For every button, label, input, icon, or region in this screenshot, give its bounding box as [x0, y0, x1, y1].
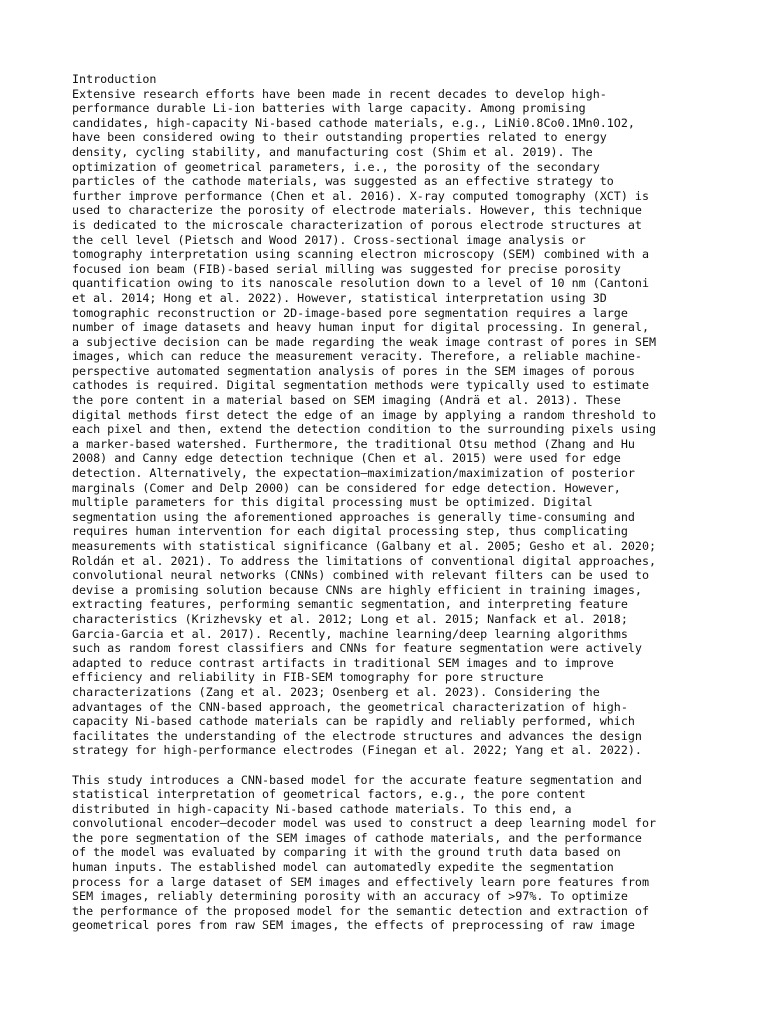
text-line: marginals (Comer and Delp 2000) can be considered for edge detection. However,	[72, 480, 621, 495]
text-line: measurements with statistical significance (Galbany et al. 2005; Gesho et al. 2020;	[72, 539, 657, 553]
text-line: requires human intervention for each digital processing step, thus complicating	[72, 524, 628, 539]
text-line: a subjective decision can be made regarding the weak image contrast of pores in SEM	[72, 334, 657, 349]
text-line: detection. Alternatively, the expectation–maximization/maximization of posterior	[72, 466, 635, 481]
text-line: SEM images, reliably determining porosity with an accuracy of >97%. To optimize	[72, 889, 628, 904]
text-line: have been considered owing to their outstanding properties related to energy	[72, 130, 607, 145]
text-line: of the model was evaluated by comparing it with the ground truth data based on	[72, 845, 621, 860]
text-line: 2008) and Canny edge detection technique (Chen et al. 2015) were used for edge	[72, 451, 621, 466]
text-line: images, which can reduce the measurement veracity. Therefore, a reliable machine-	[72, 349, 642, 364]
text-line: Roldán et al. 2021). To address the limitations of conventional digital approaches,	[72, 553, 657, 568]
text-line: facilitates the understanding of the electrode structures and advances the design	[72, 728, 642, 743]
text-line: distributed in high-capacity Ni-based cathode materials. To this end, a	[72, 801, 572, 816]
text-line: perspective automated segmentation analysis of pores in the SEM images of porous	[72, 363, 635, 378]
text-line: density, cycling stability, and manufacturing cost (Shim et al. 2019). The	[72, 144, 593, 159]
text-line: segmentation using the aforementioned approaches is generally time-consuming and	[72, 509, 635, 524]
text-line: a marker-based watershed. Furthermore, the traditional Otsu method (Zhang and Hu	[72, 436, 635, 451]
paragraph-gap	[72, 758, 732, 773]
text-line: extracting features, performing semantic segmentation, and interpreting feature	[72, 597, 628, 612]
text-line: characterizations (Zang et al. 2023; Osenberg et al. 2023). Considering the	[72, 684, 600, 699]
text-line: is dedicated to the microscale characterization of porous electrode structures at	[72, 217, 642, 232]
text-line: quantification owing to its nanoscale resolution down to a level of 10 nm (Cantoni	[72, 276, 649, 291]
text-line: the performance of the proposed model for the semantic detection and extraction of	[72, 903, 649, 918]
text-line: geometrical pores from raw SEM images, the effects of preprocessing of raw image	[72, 918, 635, 933]
text-line: tomographic reconstruction or 2D-image-based pore segmentation requires a large	[72, 305, 628, 320]
paragraph	[72, 773, 732, 934]
text-line: the cell level (Pietsch and Wood 2017). Cross-sectional image analysis or	[72, 232, 586, 247]
text-line: each pixel and then, extend the detection condition to the surrounding pixels using	[72, 422, 657, 437]
text-line: strategy for high-performance electrodes (Finegan et al. 2022; Yang et al. 2022).	[72, 743, 642, 758]
section-heading: Introduction	[72, 72, 157, 86]
text-line: human inputs. The established model can automatedly expedite the segmentation	[72, 860, 614, 875]
text-line: digital methods first detect the edge of an image by applying a random threshold to	[72, 407, 657, 422]
text-line: multiple parameters for this digital processing must be optimized. Digital	[72, 495, 593, 510]
text-line: devise a promising solution because CNNs are highly efficient in training images,	[72, 582, 642, 597]
text-line: tomography interpretation using scanning electron microscopy (SEM) combined with a	[72, 247, 649, 262]
text-line: efficiency and reliability in FIB-SEM tomography for pore structure	[72, 670, 544, 685]
text-line: optimization of geometrical parameters, i.e., the porosity of the secondary	[72, 159, 600, 174]
text-line: used to characterize the porosity of electrode materials. However, this technique	[72, 203, 642, 218]
text-line: convolutional neural networks (CNNs) combined with relevant filters can be used to	[72, 568, 649, 583]
text-line: et al. 2014; Hong et al. 2022). However, statistical interpretation using 3D	[72, 290, 607, 305]
text-line: cathodes is required. Digital segmentation methods were typically used to estimate	[72, 378, 649, 393]
text-line: statistical interpretation of geometrical factors, e.g., the pore content	[72, 787, 586, 802]
text-line: process for a large dataset of SEM images and effectively learn pore features from	[72, 874, 649, 889]
text-line: Garcia-Garcia et al. 2017). Recently, machine learning/deep learning algorithms	[72, 626, 628, 641]
text-line: number of image datasets and heavy human input for digital processing. In general,	[72, 320, 649, 335]
text-line: This study introduces a CNN-based model for the accurate feature segmentation and	[72, 772, 642, 787]
text-line: Extensive research efforts have been made in recent decades to develop high-	[72, 86, 607, 101]
text-line: focused ion beam (FIB)-based serial milling was suggested for precise porosity	[72, 261, 621, 276]
body-text	[72, 87, 732, 933]
paragraph	[72, 87, 732, 758]
text-line: the pore segmentation of the SEM images of cathode materials, and the performance	[72, 830, 642, 845]
text-line: performance durable Li-ion batteries with large capacity. Among promising	[72, 101, 586, 116]
text-line: candidates, high-capacity Ni-based cathode materials, e.g., LiNi0.8Co0.1Mn0.1O2,	[72, 115, 635, 130]
text-line: advantages of the CNN-based approach, the geometrical characterization of high-	[72, 699, 628, 714]
text-line: particles of the cathode materials, was suggested as an effective strategy to	[72, 174, 614, 189]
text-line: adapted to reduce contrast artifacts in traditional SEM images and to improve	[72, 655, 614, 670]
document-page	[72, 72, 732, 933]
text-line: characteristics (Krizhevsky et al. 2012; Long et al. 2015; Nanfack et al. 2018;	[72, 611, 628, 626]
text-line: convolutional encoder–decoder model was used to construct a deep learning model for	[72, 816, 657, 831]
text-line: further improve performance (Chen et al. 2016). X-ray computed tomography (XCT) is	[72, 188, 649, 203]
text-line: such as random forest classifiers and CNNs for feature segmentation were actively	[72, 641, 642, 656]
text-line: the pore content in a material based on SEM imaging (Andrä et al. 2013). These	[72, 393, 621, 408]
text-line: capacity Ni-based cathode materials can be rapidly and reliably performed, which	[72, 714, 635, 729]
